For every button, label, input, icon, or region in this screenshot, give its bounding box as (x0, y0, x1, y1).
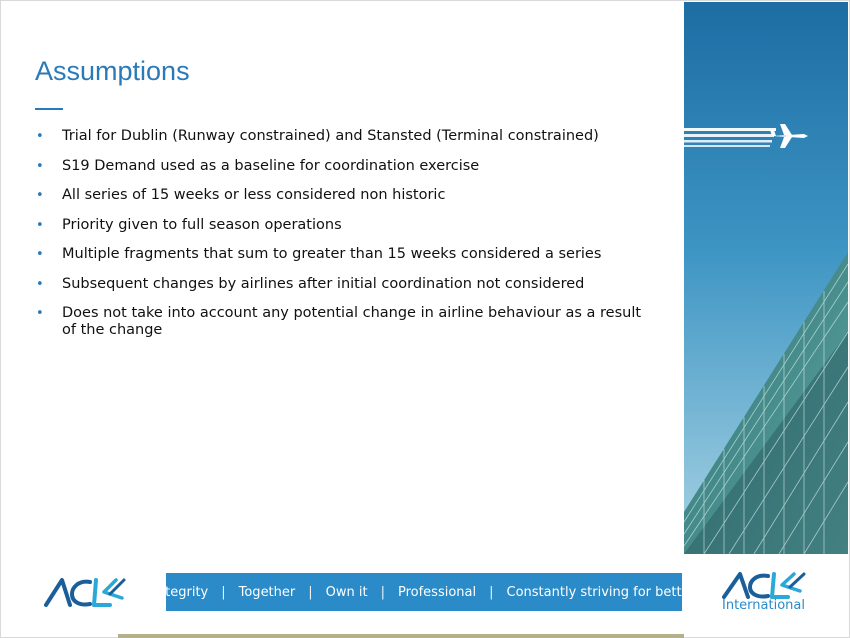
bullet-text: Multiple fragments that sum to greater than 15 weeks considered a series (62, 246, 602, 262)
bullet-text: Subsequent changes by airlines after initial coordination not considered (62, 275, 585, 292)
bullet-item (36, 276, 656, 293)
sky-building-photo (684, 2, 848, 554)
value-separator: | (489, 584, 494, 600)
bullet-item (36, 217, 656, 234)
logo-subtitle: International (722, 598, 805, 613)
value-separator: | (308, 584, 313, 600)
bullet-item (36, 246, 656, 263)
bullet-list (36, 128, 656, 352)
bullet-text: Trial for Dublin (Runway constrained) and Stansted (Terminal constrained) (62, 128, 599, 144)
acl-logo-left (44, 576, 130, 608)
bullet-dot-icon: • (36, 276, 44, 292)
value-own-it: Own it (325, 584, 368, 600)
bullet-item (36, 158, 656, 175)
bullet-dot-icon: • (36, 129, 44, 144)
value-separator: | (221, 584, 226, 600)
bullet-text: Priority given to full season operations (62, 216, 342, 233)
bullet-dot-icon: • (36, 306, 44, 321)
bullet-item (36, 128, 656, 145)
bullet-text: Does not take into account any potential change in airline behaviour as a result of the change (62, 305, 642, 338)
value-integrity: Integrity (153, 584, 209, 600)
bullet-text: All series of 15 weeks or less considered non historic (62, 187, 446, 203)
bottom-strip (118, 634, 684, 638)
value-together: Together (238, 584, 296, 600)
value-separator: | (380, 584, 385, 600)
bullet-dot-icon: • (36, 247, 44, 262)
bullet-text: S19 Demand used as a baseline for coordination exercise (62, 157, 480, 174)
value-constantly-striving: Constantly striving for better (506, 584, 695, 600)
bullet-dot-icon: • (36, 188, 44, 203)
bullet-dot-icon: • (36, 158, 44, 174)
bullet-dot-icon: • (36, 217, 44, 233)
bullet-item (36, 187, 656, 204)
company-values-bar (153, 573, 695, 611)
value-professional: Professional (397, 584, 477, 600)
slide-title: Assumptions (35, 56, 190, 86)
bullet-item (36, 305, 656, 339)
title-underline (35, 108, 63, 110)
